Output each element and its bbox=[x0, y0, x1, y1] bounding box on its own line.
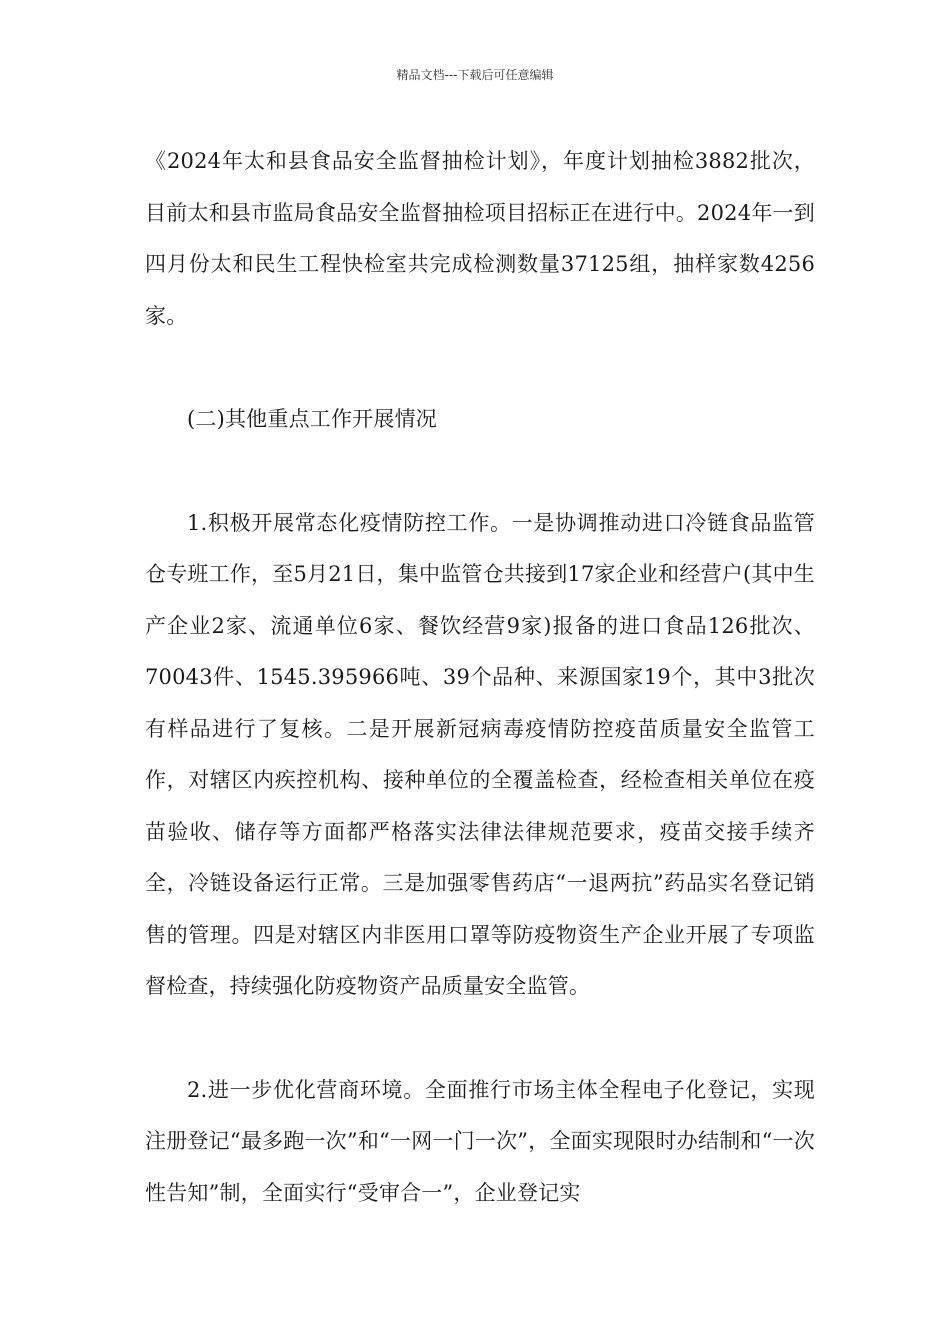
page-header: 精品文档---下载后可任意编辑 bbox=[396, 68, 554, 82]
paragraph-inspection-plan: 《2024年太和县食品安全监督抽检计划》，年度计划抽检3882批次，目前太和县市监局食品安全监督抽检项目招标正在进行中。2024年一到四月份太和民生工程快检室共完成检测数量37125组，抽样家数4256家。 bbox=[145, 149, 815, 328]
paragraph-gap bbox=[145, 446, 815, 498]
paragraph-gap bbox=[145, 342, 815, 394]
paragraph-epidemic-control: 1.积极开展常态化疫情防控工作。一是协调推动进口冷链食品监管仓专班工作，至5月21日，集中监管仓共接到17家企业和经营户(其中生产企业2家、流通单位6家、餐饮经营9家)报备的进口食品126批次、70043件、1545.395966吨、39个品种、来源国家19个，其中3批次有样品进行了复核。二是开展新冠病毒疫情防控疫苗质量安全监管工作，对辖区内疾控机构、接种单位的全覆盖检查，经检查相关单位在疫苗验收、储存等方面都严格落实法律法律规范要求，疫苗交接手续齐全，冷链设备运行正常。三是加强零售药店“一退两抗”药品实名登记销售的管理。四是对辖区内非医用口罩等防疫物资生产企业开展了专项监督检查，持续强化防疫物资产品质量安全监管。 bbox=[145, 510, 815, 998]
document-body bbox=[145, 136, 815, 1219]
paragraph-business-environment: 2.进一步优化营商环境。全面推行市场主体全程电子化登记，实现注册登记“最多跑一次”和“一网一门一次”，全面实现限时办结制和“一次性告知”制，全面实行“受审合一”，企业登记实 bbox=[145, 1077, 815, 1205]
section-heading: (二)其他重点工作开展情况 bbox=[187, 407, 437, 431]
paragraph-gap bbox=[145, 1013, 815, 1065]
